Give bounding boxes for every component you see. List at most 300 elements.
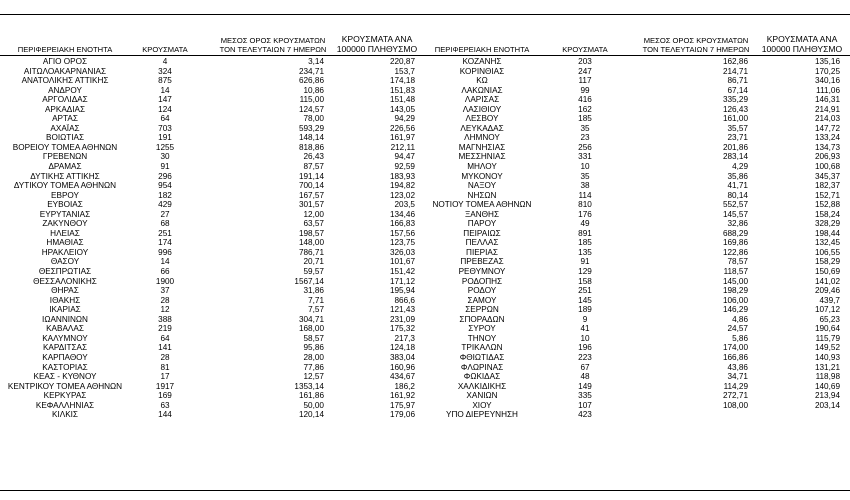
cell-region: ΠΙΕΡΙΑΣ bbox=[466, 247, 498, 257]
cell-region: ΑΙΤΩΛΟΑΚΑΡΝΑΝΙΑΣ bbox=[23, 66, 107, 76]
cell-cases: 416 bbox=[578, 95, 592, 105]
cell-cases: 66 bbox=[160, 267, 170, 277]
cell-per100k: 134,73 bbox=[814, 142, 840, 152]
cell-cases: 324 bbox=[158, 66, 172, 76]
cell-region: ΑΝΑΤΟΛΙΚΗΣ ΑΤΤΙΚΗΣ bbox=[21, 76, 109, 86]
cell-region: ΕΥΒΟΙΑΣ bbox=[47, 200, 83, 210]
cell-region: ΔΥΤΙΚΟΥ ΤΟΜΕΑ ΑΘΗΝΩΝ bbox=[13, 181, 117, 191]
cell-cases: 176 bbox=[578, 209, 592, 219]
cell-cases: 996 bbox=[158, 247, 172, 257]
cell-region: ΠΡΕΒΕΖΑΣ bbox=[460, 257, 504, 267]
cell-avg7: 50,00 bbox=[303, 400, 324, 410]
cell-per100k: 186,2 bbox=[394, 381, 415, 391]
cell-per100k: 166,83 bbox=[389, 219, 415, 229]
cell-avg7: 78,57 bbox=[727, 257, 748, 267]
cell-region: ΜΑΓΝΗΣΙΑΣ bbox=[458, 142, 506, 152]
cell-cases: 810 bbox=[578, 200, 592, 210]
table-row bbox=[0, 372, 425, 382]
cell-region: ΚΑΒΑΛΑΣ bbox=[46, 324, 84, 334]
cell-per100k: 326,03 bbox=[389, 247, 415, 257]
cell-cases: 251 bbox=[578, 286, 592, 296]
table-row bbox=[0, 315, 425, 325]
cell-region: ΚΑΡΔΙΤΣΑΣ bbox=[42, 343, 88, 353]
cell-per100k: 209,46 bbox=[814, 286, 840, 296]
cell-cases: 256 bbox=[578, 142, 592, 152]
table-row bbox=[424, 124, 850, 134]
table-row bbox=[424, 343, 850, 353]
table-row bbox=[424, 324, 850, 334]
cell-cases: 10 bbox=[580, 333, 590, 343]
table-row bbox=[424, 296, 850, 306]
cell-region: ΚΙΛΚΙΣ bbox=[51, 410, 78, 420]
cell-avg7: 35,86 bbox=[727, 171, 748, 181]
cell-per100k: 158,29 bbox=[814, 257, 840, 267]
cell-per100k: 212,11 bbox=[390, 142, 415, 152]
cell-region: ΛΑΚΩΝΙΑΣ bbox=[461, 85, 503, 95]
table-row bbox=[424, 162, 850, 172]
cell-per100k: 206,93 bbox=[814, 152, 840, 162]
cell-avg7: 77,86 bbox=[303, 362, 324, 372]
cell-region: ΗΛΕΙΑΣ bbox=[50, 228, 80, 238]
cell-region: ΗΡΑΚΛΕΙΟΥ bbox=[41, 247, 89, 257]
cell-avg7 bbox=[630, 410, 754, 420]
cell-per100k: 161,92 bbox=[389, 391, 415, 401]
table-row bbox=[424, 181, 850, 191]
cell-cases: 251 bbox=[158, 228, 172, 238]
cell-avg7: 145,57 bbox=[722, 209, 748, 219]
header-avg7: ΜΕΣΟΣ ΟΡΟΣ ΚΡΟΥΣΜΑΤΩΝ ΤΟΝ ΤΕΛΕΥΤΑΙΩΝ 7 ΗΜΕΡΩΝ bbox=[642, 36, 750, 54]
table-row bbox=[0, 172, 425, 182]
cell-per100k: 231,09 bbox=[389, 314, 415, 324]
cell-per100k: 115,79 bbox=[815, 333, 840, 343]
cell-avg7: 35,57 bbox=[727, 123, 748, 133]
table-row bbox=[0, 343, 425, 353]
table-row bbox=[424, 248, 850, 258]
cell-region: ΘΕΣΣΑΛΟΝΙΚΗΣ bbox=[33, 276, 97, 286]
cell-per100k: 866,6 bbox=[394, 295, 415, 305]
cell-avg7: 95,86 bbox=[303, 343, 324, 353]
top-rule bbox=[0, 14, 850, 15]
cell-cases: 28 bbox=[160, 352, 170, 362]
cell-avg7: 87,57 bbox=[303, 162, 324, 172]
cell-cases: 147 bbox=[158, 95, 172, 105]
cell-avg7: 78,00 bbox=[303, 114, 324, 124]
cell-region: ΓΡΕΒΕΝΩΝ bbox=[42, 152, 88, 162]
cell-region: ΧΙΟΥ bbox=[472, 400, 492, 410]
table-row bbox=[0, 324, 425, 334]
cell-per100k: 134,46 bbox=[389, 209, 415, 219]
cell-cases: 203 bbox=[578, 57, 592, 66]
cell-region: ΞΑΝΘΗΣ bbox=[464, 209, 500, 219]
cell-region: ΜΗΛΟΥ bbox=[467, 162, 497, 172]
table-row bbox=[0, 257, 425, 267]
cell-per100k: 194,82 bbox=[389, 181, 415, 191]
table-row bbox=[424, 133, 850, 143]
table-row bbox=[424, 67, 850, 77]
cell-avg7: 115,00 bbox=[299, 95, 324, 105]
cell-region: ΘΗΡΑΣ bbox=[51, 286, 79, 296]
cell-cases: 64 bbox=[160, 114, 170, 124]
table-row bbox=[0, 296, 425, 306]
cell-per100k: 141,02 bbox=[814, 276, 840, 286]
cell-avg7: 43,86 bbox=[727, 362, 748, 372]
header-cases: ΚΡΟΥΣΜΑΤΑ bbox=[142, 45, 188, 54]
cell-cases: 145 bbox=[578, 295, 592, 305]
cell-region: ΧΑΝΙΩΝ bbox=[466, 391, 498, 401]
cell-avg7: 12,00 bbox=[303, 209, 324, 219]
table-row bbox=[424, 76, 850, 86]
cell-region: ΑΡΤΑΣ bbox=[52, 114, 78, 124]
cell-cases: 169 bbox=[158, 391, 172, 401]
cell-cases: 185 bbox=[578, 114, 592, 124]
cell-avg7: 10,86 bbox=[303, 85, 324, 95]
cell-region: ΑΡΓΟΛΙΔΑΣ bbox=[42, 95, 88, 105]
cell-cases: 891 bbox=[578, 228, 592, 238]
cell-avg7: 169,86 bbox=[722, 238, 748, 248]
cell-avg7: 167,57 bbox=[298, 190, 324, 200]
cell-avg7: 191,14 bbox=[298, 171, 324, 181]
cell-per100k: 214,03 bbox=[814, 114, 840, 124]
cell-per100k: 434,67 bbox=[389, 372, 415, 382]
cell-avg7: 24,57 bbox=[727, 324, 748, 334]
table-row bbox=[424, 305, 850, 315]
cell-avg7: 198,57 bbox=[298, 228, 324, 238]
cell-per100k: 92,59 bbox=[394, 162, 415, 172]
cell-avg7: 4,29 bbox=[732, 162, 748, 172]
cell-cases: 196 bbox=[578, 343, 592, 353]
table-row bbox=[0, 277, 425, 287]
cell-region: ΠΕΛΛΑΣ bbox=[465, 238, 499, 248]
cell-region: ΚΕΡΚΥΡΑΣ bbox=[43, 391, 87, 401]
table-row bbox=[0, 114, 425, 124]
cell-per100k: 183,93 bbox=[389, 171, 415, 181]
cell-cases: 63 bbox=[160, 400, 170, 410]
cell-per100k: 175,32 bbox=[389, 324, 415, 334]
cell-avg7: 335,29 bbox=[722, 95, 748, 105]
cell-cases: 107 bbox=[578, 400, 592, 410]
left-table-body bbox=[0, 57, 425, 420]
cell-per100k: 65,23 bbox=[819, 314, 840, 324]
cell-region: ΜΕΣΣΗΝΙΑΣ bbox=[458, 152, 506, 162]
table-row bbox=[0, 67, 425, 77]
cell-region: ΘΕΣΠΡΩΤΙΑΣ bbox=[38, 267, 92, 277]
cell-avg7: 12,57 bbox=[303, 372, 324, 382]
cell-cases: 99 bbox=[580, 85, 590, 95]
table-row bbox=[0, 105, 425, 115]
table-row bbox=[424, 229, 850, 239]
cell-avg7: 552,57 bbox=[722, 200, 748, 210]
cell-avg7: 114,29 bbox=[723, 381, 748, 391]
cell-per100k: 151,48 bbox=[389, 95, 415, 105]
table-row bbox=[424, 257, 850, 267]
cell-avg7: 86,71 bbox=[727, 76, 748, 86]
header-region: ΠΕΡΙΦΕΡΕΙΑΚΗ ΕΝΟΤΗΤΑ bbox=[434, 45, 530, 54]
cell-avg7: 201,86 bbox=[722, 142, 748, 152]
cell-per100k: 182,37 bbox=[814, 181, 840, 191]
cell-region: ΛΕΥΚΑΔΑΣ bbox=[460, 123, 504, 133]
table-row bbox=[0, 410, 425, 420]
cell-region: ΚΕΦΑΛΛΗΝΙΑΣ bbox=[35, 400, 95, 410]
cell-avg7: 31,86 bbox=[303, 286, 324, 296]
cell-avg7: 168,00 bbox=[298, 324, 324, 334]
cell-avg7: 106,00 bbox=[722, 295, 748, 305]
cell-region: ΦΛΩΡΙΝΑΣ bbox=[460, 362, 504, 372]
cell-per100k: 195,94 bbox=[389, 286, 415, 296]
cell-per100k: 118,98 bbox=[815, 372, 840, 382]
cell-cases: 1900 bbox=[155, 276, 175, 286]
cell-avg7: 304,71 bbox=[298, 314, 324, 324]
table-row bbox=[424, 315, 850, 325]
cell-cases: 9 bbox=[582, 314, 588, 324]
cell-region: ΛΑΡΙΣΑΣ bbox=[464, 95, 500, 105]
cell-region: ΣΕΡΡΩΝ bbox=[465, 305, 499, 315]
table-row bbox=[0, 86, 425, 96]
cell-region: ΚΩ bbox=[476, 76, 488, 86]
cell-avg7: 108,00 bbox=[722, 400, 748, 410]
cell-per100k: 203,5 bbox=[394, 200, 415, 210]
cell-per100k: 383,04 bbox=[389, 352, 415, 362]
cell-per100k: 146,31 bbox=[814, 95, 840, 105]
cell-avg7: 146,29 bbox=[722, 305, 748, 315]
cell-per100k: 123,02 bbox=[389, 190, 415, 200]
cell-region: ΝΗΣΩΝ bbox=[467, 190, 497, 200]
cell-avg7: 3,14 bbox=[308, 57, 324, 66]
cell-region: ΙΚΑΡΙΑΣ bbox=[49, 305, 81, 315]
table-row bbox=[0, 124, 425, 134]
table-row bbox=[424, 277, 850, 287]
cell-avg7: 41,71 bbox=[727, 181, 748, 191]
cell-region: ΝΑΞΟΥ bbox=[467, 181, 497, 191]
table-row bbox=[0, 76, 425, 86]
cell-per100k: 153,7 bbox=[394, 66, 415, 76]
table-row bbox=[0, 191, 425, 201]
cell-cases: 91 bbox=[160, 162, 170, 172]
cell-avg7: 688,29 bbox=[722, 228, 748, 238]
table-row bbox=[0, 382, 425, 392]
table-row bbox=[424, 105, 850, 115]
cell-avg7: 283,14 bbox=[722, 152, 748, 162]
cell-avg7: 34,71 bbox=[727, 372, 748, 382]
cell-avg7: 301,57 bbox=[298, 200, 324, 210]
cell-cases: 114 bbox=[578, 190, 592, 200]
cell-per100k: 214,91 bbox=[814, 104, 840, 114]
cell-region: ΕΥΡΥΤΑΝΙΑΣ bbox=[39, 209, 91, 219]
cell-region: ΚΟΡΙΝΘΙΑΣ bbox=[459, 66, 505, 76]
cell-avg7: 234,71 bbox=[298, 66, 324, 76]
cell-per100k: 151,83 bbox=[389, 85, 415, 95]
cell-region: ΑΝΔΡΟΥ bbox=[48, 85, 82, 95]
right-table-body bbox=[424, 57, 850, 420]
cell-avg7: 23,71 bbox=[727, 133, 748, 143]
table-row bbox=[0, 401, 425, 411]
cell-per100k: 190,64 bbox=[814, 324, 840, 334]
cell-per100k: 160,96 bbox=[389, 362, 415, 372]
table-row bbox=[424, 286, 850, 296]
cell-per100k: 198,44 bbox=[814, 228, 840, 238]
cell-per100k: 170,25 bbox=[814, 66, 840, 76]
cell-region: ΛΗΜΝΟΥ bbox=[464, 133, 500, 143]
cell-avg7: 63,57 bbox=[303, 219, 324, 229]
table-row bbox=[0, 286, 425, 296]
cell-avg7: 1567,14 bbox=[294, 276, 324, 286]
cell-avg7: 7,57 bbox=[308, 305, 324, 315]
cell-region: ΣΥΡΟΥ bbox=[468, 324, 496, 334]
cell-region: ΚΑΡΠΑΘΟΥ bbox=[42, 352, 88, 362]
cell-region: ΥΠΟ ΔΙΕΡΕΥΝΗΣΗ bbox=[446, 410, 518, 420]
cell-avg7: 161,00 bbox=[722, 114, 748, 124]
cell-per100k: 213,94 bbox=[814, 391, 840, 401]
header-rule bbox=[0, 55, 425, 56]
cell-cases: 149 bbox=[578, 381, 592, 391]
cell-cases: 423 bbox=[578, 410, 592, 420]
cell-region: ΝΟΤΙΟΥ ΤΟΜΕΑ ΑΘΗΝΩΝ bbox=[432, 200, 532, 210]
cell-cases: 135 bbox=[578, 247, 592, 257]
cell-per100k: 179,06 bbox=[389, 410, 415, 420]
table-row bbox=[424, 363, 850, 373]
cell-avg7: 818,86 bbox=[298, 142, 324, 152]
cell-cases: 331 bbox=[578, 152, 592, 162]
cell-per100k: 220,87 bbox=[389, 57, 415, 66]
bottom-rule bbox=[0, 490, 850, 491]
cell-cases: 81 bbox=[160, 362, 170, 372]
cell-region: ΚΕΑΣ - ΚΥΘΝΟΥ bbox=[33, 372, 97, 382]
cell-cases: 23 bbox=[580, 133, 590, 143]
table-row bbox=[424, 114, 850, 124]
cell-cases: 124 bbox=[158, 104, 172, 114]
header-region: ΠΕΡΙΦΕΡΕΙΑΚΗ ΕΝΟΤΗΤΑ bbox=[17, 45, 113, 54]
cell-region: ΚΑΛΥΜΝΟΥ bbox=[42, 333, 88, 343]
cell-per100k: 123,75 bbox=[389, 238, 415, 248]
cell-cases: 12 bbox=[160, 305, 170, 315]
cell-per100k: 101,67 bbox=[389, 257, 415, 267]
cell-region: ΡΟΔΟΥ bbox=[467, 286, 497, 296]
header-per100k: ΚΡΟΥΣΜΑΤΑ ΑΝΑ 100000 ΠΛΗΘΥΣΜΟ bbox=[336, 34, 418, 54]
table-row bbox=[424, 238, 850, 248]
cell-per100k: 140,93 bbox=[814, 352, 840, 362]
cell-avg7: 162,86 bbox=[722, 57, 748, 66]
cell-avg7: 626,86 bbox=[298, 76, 324, 86]
cell-per100k: 171,12 bbox=[389, 276, 415, 286]
cell-region: ΑΧΑΪΑΣ bbox=[50, 123, 80, 133]
cell-avg7: 124,57 bbox=[298, 104, 324, 114]
cell-per100k: 439,7 bbox=[819, 295, 840, 305]
cell-per100k: 175,97 bbox=[389, 400, 415, 410]
cell-cases: 1255 bbox=[155, 142, 175, 152]
table-row bbox=[424, 219, 850, 229]
cell-cases: 14 bbox=[160, 85, 170, 95]
header-per100k: ΚΡΟΥΣΜΑΤΑ ΑΝΑ 100000 ΠΛΗΘΥΣΜΟ bbox=[761, 34, 843, 54]
cell-region: ΠΕΙΡΑΙΩΣ bbox=[463, 228, 501, 238]
cell-avg7: 700,14 bbox=[298, 181, 324, 191]
cell-region: ΖΑΚΥΝΘΟΥ bbox=[42, 219, 88, 229]
cell-per100k: 151,42 bbox=[389, 267, 415, 277]
table-row bbox=[0, 210, 425, 220]
cell-cases: 189 bbox=[578, 305, 592, 315]
table-row bbox=[424, 86, 850, 96]
table-row bbox=[0, 219, 425, 229]
table-row bbox=[0, 152, 425, 162]
table-row bbox=[424, 95, 850, 105]
cell-region: ΑΡΚΑΔΙΑΣ bbox=[44, 104, 86, 114]
header-rule bbox=[424, 55, 850, 56]
table-row bbox=[424, 401, 850, 411]
cell-per100k: 226,56 bbox=[389, 123, 415, 133]
cell-avg7: 786,71 bbox=[298, 247, 324, 257]
table-row bbox=[0, 334, 425, 344]
cell-region: ΣΑΜΟΥ bbox=[467, 295, 497, 305]
cell-region: ΑΓΙΟ ΟΡΟΣ bbox=[42, 57, 88, 66]
cell-per100k: 328,29 bbox=[814, 219, 840, 229]
cell-per100k: 140,69 bbox=[814, 381, 840, 391]
cell-region: ΦΘΙΩΤΙΔΑΣ bbox=[459, 352, 505, 362]
cell-cases: 27 bbox=[160, 209, 170, 219]
cell-per100k: 121,43 bbox=[389, 305, 415, 315]
cell-per100k: 132,45 bbox=[814, 238, 840, 248]
cell-cases: 141 bbox=[158, 343, 172, 353]
cell-avg7: 198,29 bbox=[722, 286, 748, 296]
cell-region: ΒΟΙΩΤΙΑΣ bbox=[45, 133, 85, 143]
cell-cases: 14 bbox=[160, 257, 170, 267]
cell-per100k: 124,18 bbox=[389, 343, 415, 353]
cell-cases: 185 bbox=[578, 238, 592, 248]
table-row bbox=[424, 334, 850, 344]
cell-cases: 388 bbox=[158, 314, 172, 324]
table-row bbox=[0, 229, 425, 239]
cell-per100k: 161,97 bbox=[389, 133, 415, 143]
cell-avg7: 145,00 bbox=[722, 276, 748, 286]
cell-cases: 247 bbox=[578, 66, 592, 76]
cell-avg7: 118,57 bbox=[723, 267, 748, 277]
cell-region: ΤΡΙΚΑΛΩΝ bbox=[461, 343, 503, 353]
cell-per100k: 150,69 bbox=[814, 267, 840, 277]
table-row bbox=[424, 410, 850, 420]
cell-cases: 144 bbox=[158, 410, 172, 420]
cell-region: ΘΑΣΟΥ bbox=[50, 257, 80, 267]
cell-per100k: 149,52 bbox=[814, 343, 840, 353]
cell-cases: 954 bbox=[158, 181, 172, 191]
table-row bbox=[0, 57, 425, 67]
table-row bbox=[424, 391, 850, 401]
cell-region: ΛΑΣΙΘΙΟΥ bbox=[462, 104, 502, 114]
table-row bbox=[0, 353, 425, 363]
table-row bbox=[0, 363, 425, 373]
cell-region: ΤΗΝΟΥ bbox=[467, 333, 497, 343]
cell-cases: 68 bbox=[160, 219, 170, 229]
cell-avg7: 80,14 bbox=[727, 190, 748, 200]
cell-cases: 174 bbox=[158, 238, 172, 248]
cell-per100k: 340,16 bbox=[814, 76, 840, 86]
cell-avg7: 32,86 bbox=[727, 219, 748, 229]
cell-cases: 30 bbox=[160, 152, 170, 162]
table-row bbox=[424, 143, 850, 153]
cell-cases: 182 bbox=[158, 190, 172, 200]
cell-per100k: 217,3 bbox=[394, 333, 415, 343]
cell-per100k: 133,24 bbox=[814, 133, 840, 143]
cell-cases: 429 bbox=[158, 200, 172, 210]
table-row bbox=[0, 200, 425, 210]
table-row bbox=[424, 152, 850, 162]
cell-region: ΚΟΖΑΝΗΣ bbox=[462, 57, 502, 66]
cell-per100k: 94,29 bbox=[394, 114, 415, 124]
cell-region: ΠΑΡΟΥ bbox=[467, 219, 497, 229]
cell-avg7: 59,57 bbox=[303, 267, 324, 277]
cell-cases: 219 bbox=[158, 324, 172, 334]
cell-region: ΒΟΡΕΙΟΥ ΤΟΜΕΑ ΑΘΗΝΩΝ bbox=[12, 142, 118, 152]
cell-avg7: 122,86 bbox=[722, 247, 748, 257]
cell-cases: 10 bbox=[580, 162, 590, 172]
cell-cases: 162 bbox=[578, 104, 592, 114]
cell-region: ΦΩΚΙΔΑΣ bbox=[463, 372, 501, 382]
